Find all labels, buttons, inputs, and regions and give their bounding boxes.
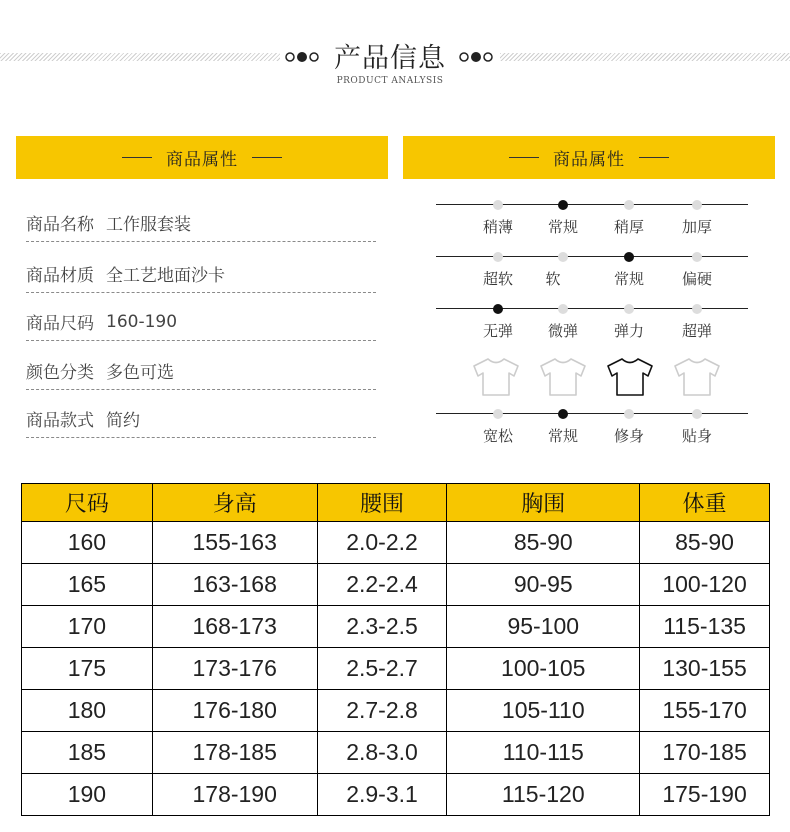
- thickness-dot: [493, 200, 503, 210]
- header-ornament-right: [458, 49, 498, 65]
- elasticity-option: 弹力: [613, 322, 644, 340]
- attr-value: 160-190: [106, 311, 178, 332]
- attr-row-style: [26, 400, 376, 438]
- size-chart-table: [21, 483, 770, 816]
- fit-dot: [692, 409, 702, 419]
- tshirt-icon: [538, 356, 588, 398]
- fit-dot: [558, 409, 568, 419]
- table-cell: 115-135: [640, 606, 770, 648]
- table-cell: 165: [22, 564, 153, 606]
- attributes-banner-title: 商品属性: [166, 150, 238, 170]
- attr-key: 商品名称: [26, 215, 94, 235]
- fit-option: 贴身: [681, 427, 712, 445]
- page-title: 产品信息: [334, 43, 446, 74]
- table-cell: 163-168: [152, 564, 317, 606]
- thickness-dot: [624, 200, 634, 210]
- attr-key: 商品尺码: [26, 314, 94, 334]
- table-cell: 175: [22, 648, 153, 690]
- attr-row-size: [26, 303, 376, 341]
- table-cell: 173-176: [152, 648, 317, 690]
- table-cell: 2.7-2.8: [317, 690, 447, 732]
- table-cell: 100-120: [640, 564, 770, 606]
- attr-key: 颜色分类: [26, 363, 94, 383]
- softness-option: 常规: [613, 270, 644, 288]
- table-cell: 2.0-2.2: [317, 522, 447, 564]
- page-subtitle: PRODUCT ANALYSIS: [336, 76, 444, 86]
- table-cell: 130-155: [640, 648, 770, 690]
- table-cell: 95-100: [447, 606, 640, 648]
- table-cell: 170: [22, 606, 153, 648]
- header-ornament-left: [284, 49, 324, 65]
- attr-row-name: [26, 204, 376, 242]
- attr-value: 简约: [106, 411, 140, 431]
- banner-dash: [509, 157, 539, 158]
- table-cell: 180: [22, 690, 153, 732]
- table-cell: 85-90: [640, 522, 770, 564]
- table-row: [22, 564, 770, 606]
- col-header-waist: 腰围: [317, 484, 447, 522]
- banner-dash: [639, 157, 669, 158]
- table-row: [22, 732, 770, 774]
- table-cell: 178-185: [152, 732, 317, 774]
- table-cell: 178-190: [152, 774, 317, 816]
- thickness-option: 常规: [547, 218, 578, 236]
- attr-value: 全工艺地面沙卡: [106, 266, 225, 286]
- attr-row-color: [26, 352, 376, 390]
- fit-option: 常规: [547, 427, 578, 445]
- softness-option: 偏硬: [681, 270, 712, 288]
- thickness-option: 稍厚: [613, 218, 644, 236]
- col-header-weight: 体重: [640, 484, 770, 522]
- table-cell: 2.3-2.5: [317, 606, 447, 648]
- softness-option: 超软: [482, 270, 513, 288]
- table-header-row: [22, 484, 770, 522]
- table-row: [22, 690, 770, 732]
- table-cell: 2.2-2.4: [317, 564, 447, 606]
- col-header-height: 身高: [152, 484, 317, 522]
- header-hatch-left: [0, 53, 280, 61]
- table-cell: 190: [22, 774, 153, 816]
- thickness-option: 加厚: [681, 218, 712, 236]
- table-row: [22, 606, 770, 648]
- table-cell: 105-110: [447, 690, 640, 732]
- table-cell: 185: [22, 732, 153, 774]
- attr-value: 多色可选: [106, 363, 174, 383]
- header-hatch-right: [500, 53, 790, 61]
- attributes-banner: [16, 136, 388, 179]
- softness-dot: [493, 252, 503, 262]
- col-header-size: 尺码: [22, 484, 153, 522]
- thickness-option: 稍薄: [482, 218, 513, 236]
- table-cell: 90-95: [447, 564, 640, 606]
- fit-dot: [624, 409, 634, 419]
- tshirt-icon: [605, 356, 655, 398]
- table-cell: 175-190: [640, 774, 770, 816]
- elasticity-option: 无弹: [482, 322, 513, 340]
- fit-option: 修身: [613, 427, 644, 445]
- scales-banner-title: 商品属性: [553, 150, 625, 170]
- table-cell: 176-180: [152, 690, 317, 732]
- table-cell: 100-105: [447, 648, 640, 690]
- table-cell: 115-120: [447, 774, 640, 816]
- elasticity-dot: [493, 304, 503, 314]
- fit-dot: [493, 409, 503, 419]
- elasticity-dot: [692, 304, 702, 314]
- elasticity-option: 微弹: [547, 322, 578, 340]
- attr-value: 工作服套装: [106, 215, 191, 235]
- elasticity-dot: [624, 304, 634, 314]
- tshirt-icon: [471, 356, 521, 398]
- table-row: [22, 522, 770, 564]
- table-cell: 2.9-3.1: [317, 774, 447, 816]
- attr-row-material: [26, 255, 376, 293]
- table-cell: 110-115: [447, 732, 640, 774]
- thickness-dot: [558, 200, 568, 210]
- table-cell: 170-185: [640, 732, 770, 774]
- thickness-dot: [692, 200, 702, 210]
- table-cell: 2.8-3.0: [317, 732, 447, 774]
- tshirt-icon: [672, 356, 722, 398]
- elasticity-dot: [558, 304, 568, 314]
- table-cell: 85-90: [447, 522, 640, 564]
- table-row: [22, 774, 770, 816]
- softness-option: 软: [545, 270, 561, 288]
- col-header-chest: 胸围: [447, 484, 640, 522]
- elasticity-option: 超弹: [681, 322, 712, 340]
- table-cell: 160: [22, 522, 153, 564]
- attr-key: 商品材质: [26, 266, 94, 286]
- table-cell: 2.5-2.7: [317, 648, 447, 690]
- fit-option: 宽松: [482, 427, 513, 445]
- softness-dot: [692, 252, 702, 262]
- table-cell: 155-163: [152, 522, 317, 564]
- attr-key: 商品款式: [26, 411, 94, 431]
- table-cell: 168-173: [152, 606, 317, 648]
- table-cell: 155-170: [640, 690, 770, 732]
- table-row: [22, 648, 770, 690]
- softness-dot: [624, 252, 634, 262]
- banner-dash: [122, 157, 152, 158]
- banner-dash: [252, 157, 282, 158]
- softness-dot: [558, 252, 568, 262]
- scales-banner: [403, 136, 775, 179]
